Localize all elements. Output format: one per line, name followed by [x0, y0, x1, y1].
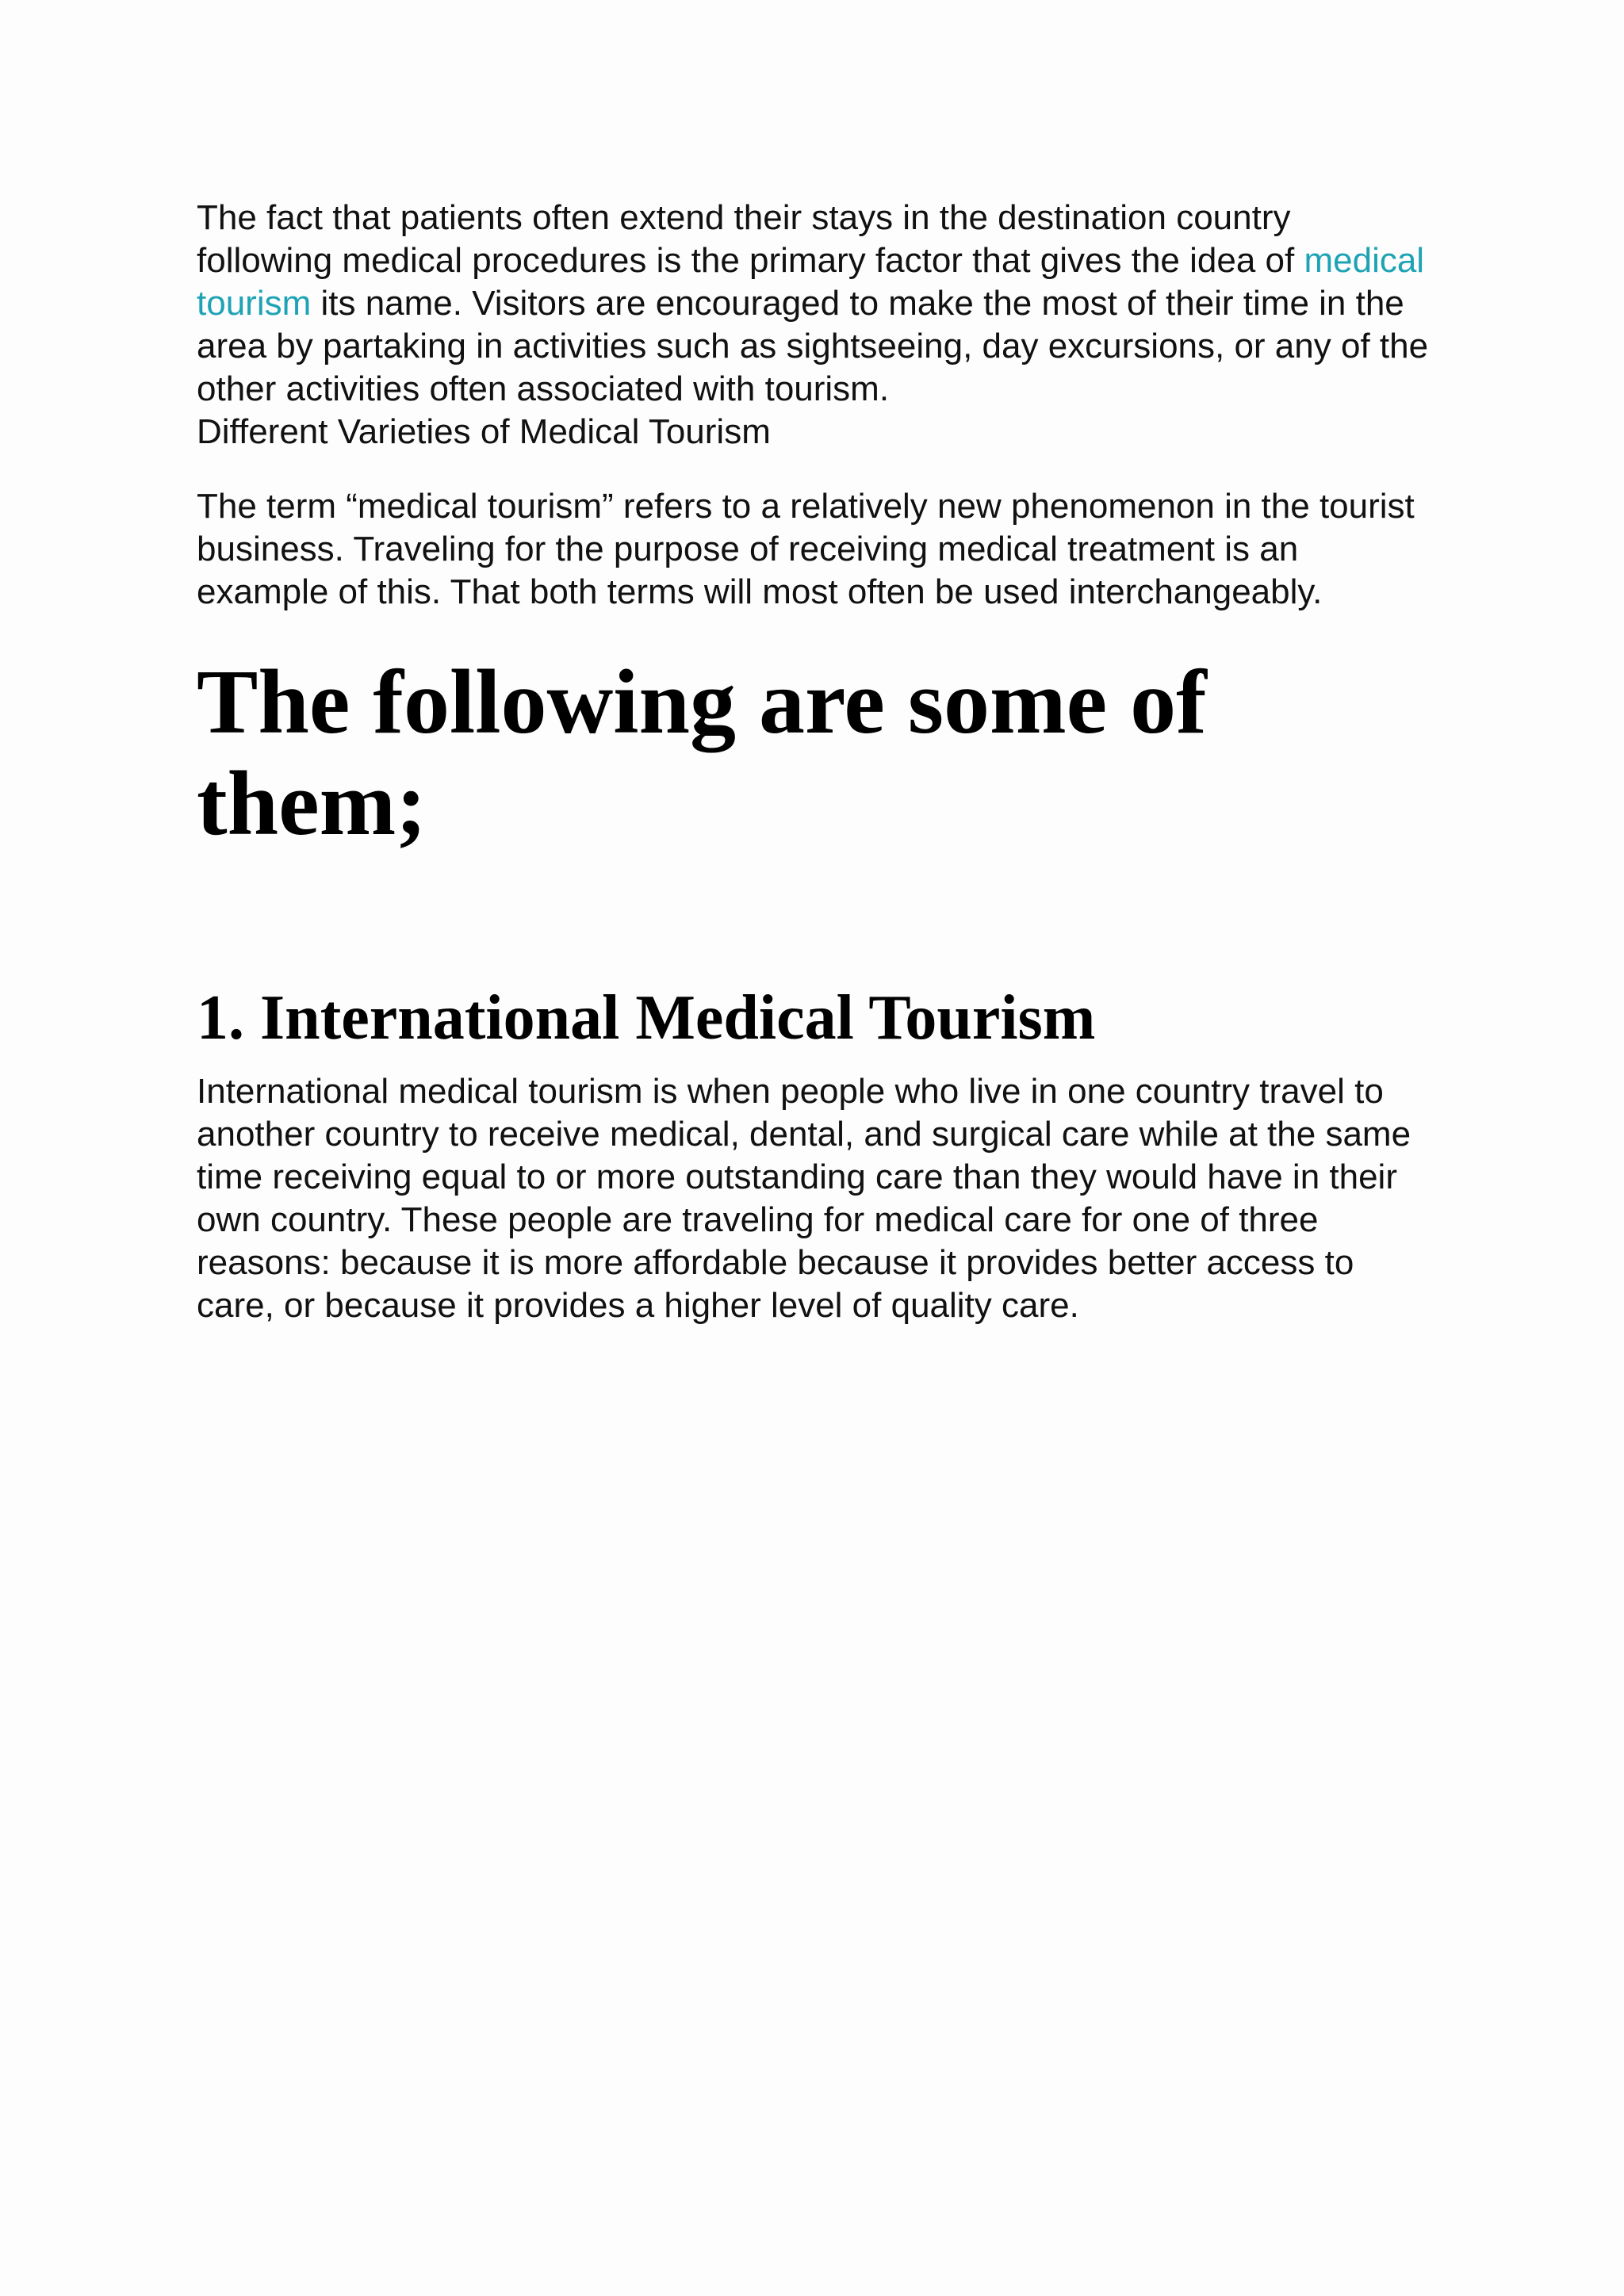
main-heading: The following are some of them; — [197, 652, 1207, 855]
intro-text-after-link: its name. Visitors are encouraged to make the most of their time in the area by partaking in activities such as sightseeing, day excursions, or any of the other activities often associated with tourism. — [197, 284, 1429, 408]
intro-text-before-link: The fact that patients often extend their stays in the destination country following medical procedures is the primary factor that gives the idea of — [197, 198, 1304, 280]
varieties-line: Different Varieties of Medical Tourism — [197, 412, 771, 451]
international-paragraph: International medical tourism is when people who live in one country travel to another country to receive medical, dental, and surgical care while at the same time receiving equal to or more outstanding care than they would have in their own country. These people are traveling for medical care for one of three reasons: because it is more affordable because it provides better access to care, or because it provides a higher level of quality care. — [197, 1072, 1411, 1325]
section-heading-international: 1. International Medical Tourism — [197, 983, 1096, 1053]
document-page — [197, 197, 1434, 1327]
intro-paragraph — [197, 197, 1434, 453]
term-paragraph: The term “medical tourism” refers to a relatively new phenomenon in the tourist business. Traveling for the purpose of receiving medical treatment is an example of this. That both terms will most often be used interchangeably. — [197, 487, 1415, 611]
medical-tourism-link[interactable]: medical tourism — [197, 241, 1425, 323]
